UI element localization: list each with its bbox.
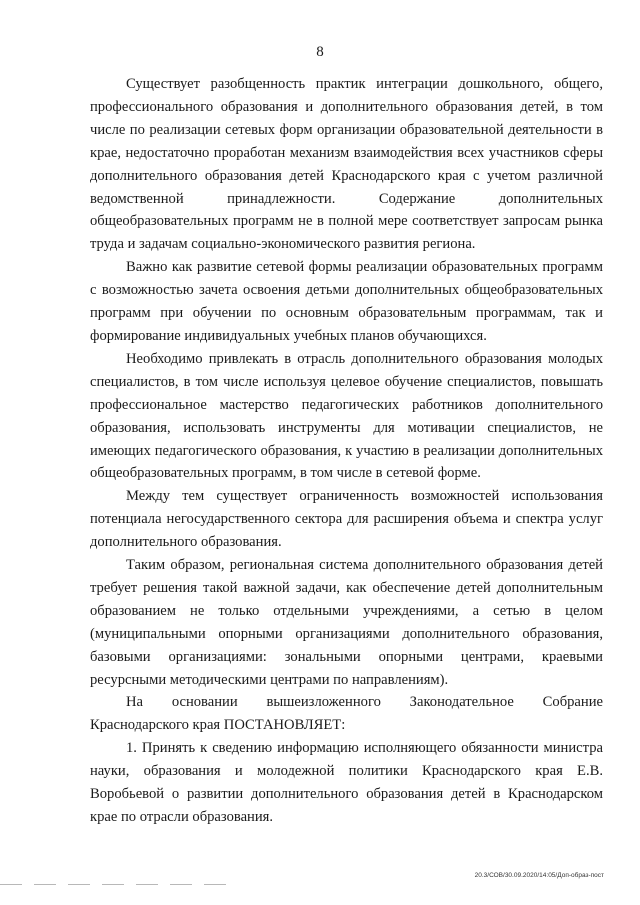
page-number: 8 bbox=[316, 44, 324, 60]
paragraph-3: Необходимо привлекать в отрасль дополнительного образования молодых специалистов, в том числе используя целевое обучение специалистов, повышать профессиональное мастерство педагогических работников дополнительного образования, использовать инструменты для мотивации специалистов, не имеющих педагогического образования, к участию в реализации дополнительных общеобразовательных программ, в том числе в сетевой форме. bbox=[90, 350, 603, 482]
document-footer-code: 20.3/СОВ/30.09.2020/14:05/Доп-образ-пост bbox=[474, 872, 604, 879]
paragraph-1: Существует разобщенность практик интеграции дошкольного, общего, профессионального образования и дополнительного образования детей, в том числе по реализации сетевых форм организации образовательной деятельности в крае, недостаточно проработан механизм взаимодействия всех участников сферы дополнительного образования детей Краснодарского края с учетом различной ведомственной принадлежности. Содержание дополнительных общеобразовательных программ не в полной мере соответствует запросам рынка труда и задачам социально-экономического развития региона. bbox=[90, 76, 603, 253]
paragraph-4: Между тем существует ограниченность возможностей использования потенциала негосударственного сектора для расширения объема и спектра услуг дополнительного образования. bbox=[90, 488, 603, 551]
paragraph-5: Таким образом, региональная система дополнительного образования детей требует решения такой важной задачи, как обеспечение детей дополнительным образованием не только отдельными учреждениями, а сетью в целом (муниципальными опорными организациями дополнительного образования, базовыми организациями: зональными опорными центрами, краевыми ресурсными методическими центрами по направлениям). bbox=[90, 557, 603, 688]
paragraph-7: 1. Принять к сведению информацию исполняющего обязанности министра науки, образования и молодежной политики Краснодарского края Е.В. Воробьевой о развитии дополнительного образования детей в Краснодарском крае по отрасли образования. bbox=[90, 740, 603, 825]
document-body bbox=[90, 73, 603, 829]
paragraph-6: На основании вышеизложенного Законодательное Собрание Краснодарского края ПОСТАНОВЛЯЕТ: bbox=[90, 694, 603, 734]
paragraph-2: Важно как развитие сетевой формы реализации образовательных программ с возможностью зачета освоения детьми дополнительных общеобразовательных программ при обучении по основным образовательным программам, так и формирование индивидуальных учебных планов обучающихся. bbox=[90, 259, 603, 344]
scan-artifact-line bbox=[0, 884, 230, 885]
